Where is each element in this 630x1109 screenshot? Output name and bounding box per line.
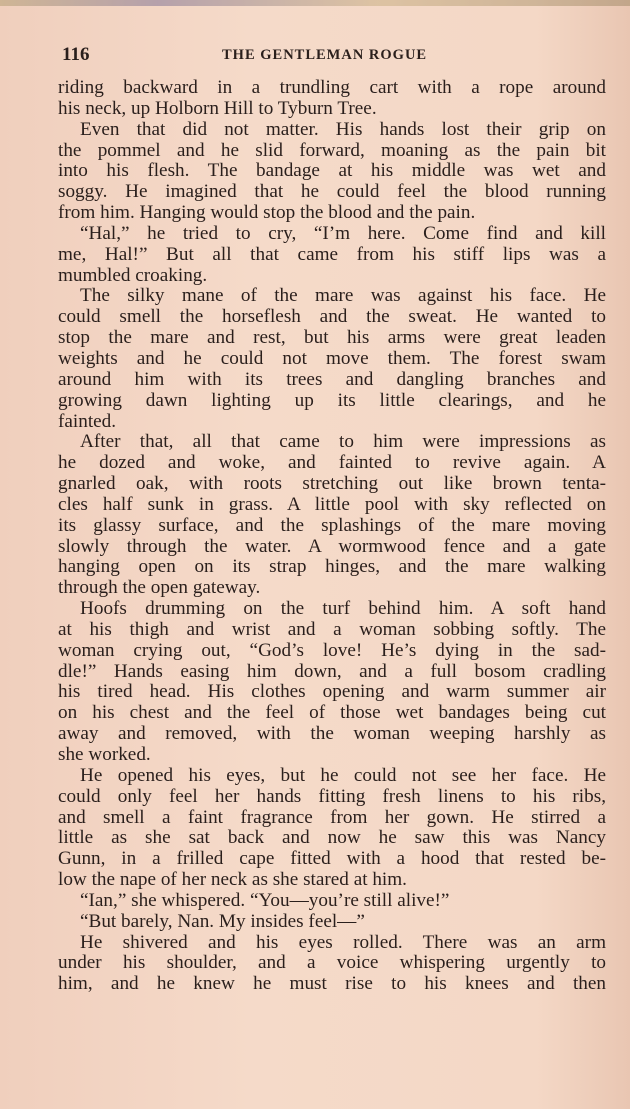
text-line: from him. Hanging would stop the blood and the pain. <box>58 202 476 224</box>
text-line: cles half sunk in grass. A little pool with sky reflected on <box>58 493 606 515</box>
text-line: at his thigh and wrist and a woman sobbing softly. The <box>58 618 606 640</box>
text-line: he dozed and woke, and fainted to revive again. A <box>58 452 606 474</box>
text-line: stop the mare and rest, but his arms were great leaden <box>58 327 606 349</box>
text-line: low the nape of her neck as she stared at him. <box>58 869 407 891</box>
text-line: on his chest and the feel of those wet bandages being cut <box>58 702 606 724</box>
text-line: Hoofs drumming on the turf behind him. A soft hand <box>80 598 606 620</box>
text-line: away and removed, with the woman weeping harshly as <box>58 723 606 745</box>
text-line: me, Hal!” But all that came from his stiff lips was a <box>58 243 606 265</box>
text-line: into his flesh. The bandage at his middle was wet and <box>58 160 606 182</box>
text-line: and smell a faint fragrance from her gown. He stirred a <box>58 806 606 828</box>
text-line: around him with its trees and dangling branches and <box>58 368 606 390</box>
text-line: could smell the horseflesh and the sweat. He wanted to <box>58 306 606 328</box>
text-line: Gunn, in a frilled cape fitted with a hood that rested be- <box>58 848 606 870</box>
text-line: through the open gateway. <box>58 577 261 599</box>
text-line: woman crying out, “God’s love! He’s dying in the sad- <box>58 639 606 661</box>
text-line: she worked. <box>58 744 151 765</box>
text-line: growing dawn lighting up its little clearings, and he <box>58 389 606 411</box>
text-line: his tired head. His clothes opening and warm summer air <box>58 681 606 703</box>
text-line: hanging open on its strap hinges, and the mare walking <box>58 556 606 578</box>
text-line: dle!” Hands easing him down, and a full bosom cradling <box>58 660 606 682</box>
text-line: soggy. He imagined that he could feel the blood running <box>58 181 606 203</box>
text-line: Even that did not matter. His hands lost their grip on <box>80 118 606 140</box>
text-line: mumbled croaking. <box>58 264 208 286</box>
page-number: 116 <box>62 44 90 65</box>
text-line: “Hal,” he tried to cry, “I’m here. Come find and kill <box>80 222 606 244</box>
text-line: riding backward in a trundling cart with a rope around <box>58 77 606 98</box>
text-line: gnarled oak, with roots stretching out like brown tenta- <box>58 473 606 495</box>
text-line: him, and he knew he must rise to his knees and then <box>58 973 606 995</box>
running-head: THE GENTLEMAN ROGUE <box>222 47 428 63</box>
text-line: little as she sat back and now he saw this was Nancy <box>58 827 606 849</box>
text-line: slowly through the water. A wormwood fence and a gate <box>58 535 606 557</box>
page-header <box>62 44 610 70</box>
text-line: its glassy surface, and the splashings of the mare moving <box>58 514 606 536</box>
text-line: could only feel her hands fitting fresh linens to his ribs, <box>58 785 606 807</box>
text-line: the pommel and he slid forward, moaning as the pain bit <box>58 139 606 161</box>
text-line: The silky mane of the mare was against his face. He <box>80 285 606 307</box>
body-text <box>58 78 606 995</box>
text-line: weights and he could not move them. The forest swam <box>58 347 606 369</box>
text-line: “But barely, Nan. My insides feel—” <box>80 910 365 932</box>
text-line: He opened his eyes, but he could not see her face. He <box>80 764 606 786</box>
page-top-edge <box>0 0 630 6</box>
text-line: He shivered and his eyes rolled. There was an arm <box>80 931 606 953</box>
text-line: “Ian,” she whispered. “You—you’re still alive!” <box>80 889 450 911</box>
text-line: fainted. <box>58 410 117 432</box>
text-line: After that, all that came to him were impressions as <box>80 431 606 453</box>
text-line: under his shoulder, and a voice whispering urgently to <box>58 952 606 974</box>
text-line: his neck, up Holborn Hill to Tyburn Tree. <box>58 97 377 119</box>
